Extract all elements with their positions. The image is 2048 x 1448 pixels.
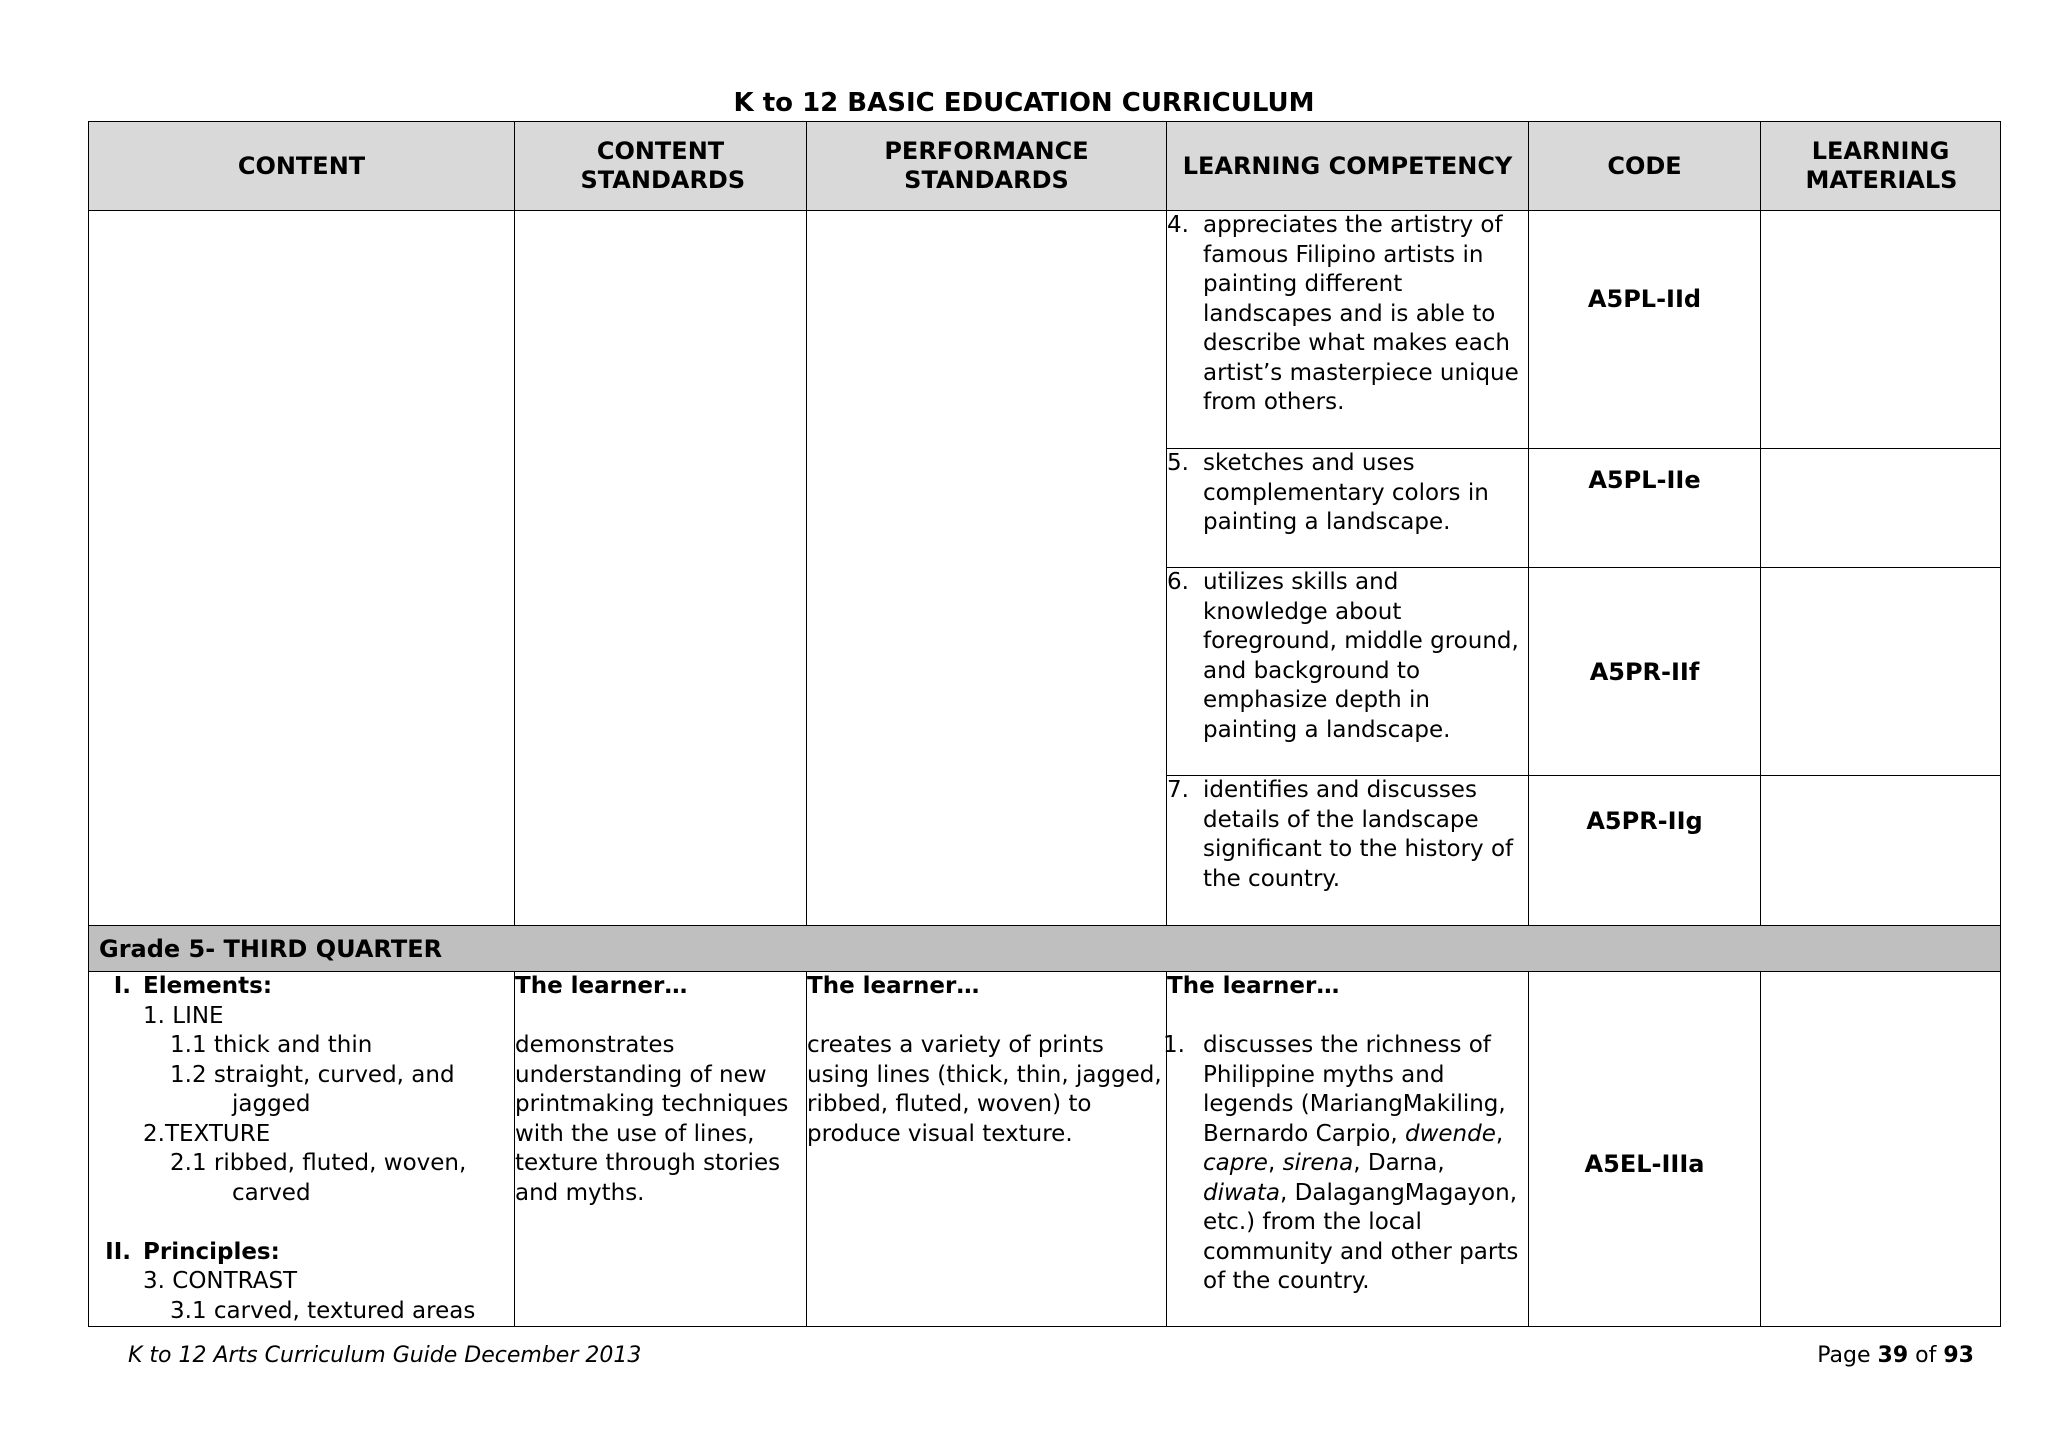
header-content: CONTENT (89, 122, 515, 211)
code-cell: A5PL-IId (1529, 211, 1761, 449)
header-content-standards: CONTENT STANDARDS (515, 122, 807, 211)
content-cell (89, 972, 515, 1327)
header-performance-standards: PERFORMANCE STANDARDS (807, 122, 1167, 211)
learner-intro: The learner… (1167, 973, 1340, 999)
content-standard-text: demonstrates understanding of new printmaking techniques with the use of lines, texture through stories and myths. (515, 1032, 789, 1206)
code-cell: A5PR-IIg (1529, 776, 1761, 926)
content-subtopic: 2.1 ribbed, fluted, woven, (170, 1150, 467, 1176)
content-standards-cell (515, 972, 807, 1327)
code-cell: A5PL-IIe (1529, 449, 1761, 568)
footer-page-number: Page 39 of 93 (1817, 1343, 1974, 1368)
table-row (89, 972, 2001, 1327)
curriculum-table (88, 121, 2001, 1327)
learner-intro: The learner… (515, 973, 688, 999)
content-subtopic: 3.1 carved, textured areas (170, 1297, 476, 1324)
content-topic: 3. CONTRAST (143, 1268, 298, 1294)
quarter-label: Grade 5- THIRD QUARTER (89, 926, 2001, 972)
content-subtopic-continued: jagged (232, 1091, 311, 1117)
header-learning-materials: LEARNING MATERIALS (1761, 122, 2001, 211)
content-cell-empty (89, 211, 515, 926)
materials-cell (1761, 211, 2001, 449)
materials-cell (1761, 449, 2001, 568)
materials-cell (1761, 972, 2001, 1327)
performance-standards-cell (807, 972, 1167, 1327)
competency-text: appreciates the artistry of famous Filipino artists in painting different landscapes and is able to describe what makes each artist’s masterpiece unique from others. (1203, 212, 1519, 415)
competency-text: sketches and uses complementary colors in painting a landscape. (1203, 450, 1489, 535)
competency-text: discusses the richness of Philippine myths and legends (MariangMakiling, Bernardo Carpio, dwende, capre, sirena, Darna, diwata, DalagangMagayon, etc.) from the local community and other parts of the country. (1203, 1032, 1519, 1294)
section-number: I. (113, 973, 131, 999)
table-row (89, 211, 2001, 449)
learner-intro: The learner… (807, 973, 980, 999)
competency-text: identifies and discusses details of the landscape significant to the history of the country. (1203, 777, 1514, 892)
header-code: CODE (1529, 122, 1761, 211)
competency-number: 5. (1167, 450, 1189, 476)
document-title: K to 12 BASIC EDUCATION CURRICULUM (733, 88, 1315, 118)
materials-cell (1761, 568, 2001, 776)
competency-text: utilizes skills and knowledge about foreground, middle ground, and background to emphasize depth in painting a landscape. (1203, 569, 1519, 743)
competency-cell (1163, 972, 1529, 1327)
competency-cell (1167, 211, 1529, 449)
materials-cell (1761, 776, 2001, 926)
competency-cell (1167, 776, 1529, 926)
performance-standards-cell-empty (807, 211, 1167, 926)
section-label: Elements: (143, 973, 273, 999)
section-label: Principles: (143, 1238, 280, 1265)
header-learning-competency: LEARNING COMPETENCY (1167, 122, 1529, 211)
competency-number: 1. (1163, 1032, 1185, 1058)
section-number: II. (105, 1238, 131, 1265)
content-subtopic: 1.2 straight, curved, and (170, 1061, 455, 1088)
header-row (89, 122, 2001, 211)
content-subtopic: 1.1 thick and thin (170, 1032, 373, 1058)
content-topic: 1. LINE (143, 1002, 224, 1029)
performance-standard-text: creates a variety of prints using lines (thick, thin, jagged, ribbed, fluted, woven) to produce visual texture. (807, 1032, 1162, 1147)
competency-cell (1167, 568, 1529, 776)
content-subtopic-continued: carved (232, 1179, 311, 1206)
code-cell: A5EL-IIIa (1529, 972, 1761, 1327)
content-standards-cell-empty (515, 211, 807, 926)
footer-guide-title: K to 12 Arts Curriculum Guide December 2013 (128, 1343, 642, 1368)
competency-number: 4. (1167, 212, 1189, 238)
competency-cell (1167, 449, 1529, 568)
competency-number: 6. (1167, 569, 1189, 595)
code-cell: A5PR-IIf (1529, 568, 1761, 776)
content-topic: 2.TEXTURE (143, 1120, 271, 1147)
quarter-row (89, 926, 2001, 972)
competency-number: 7. (1167, 777, 1189, 803)
